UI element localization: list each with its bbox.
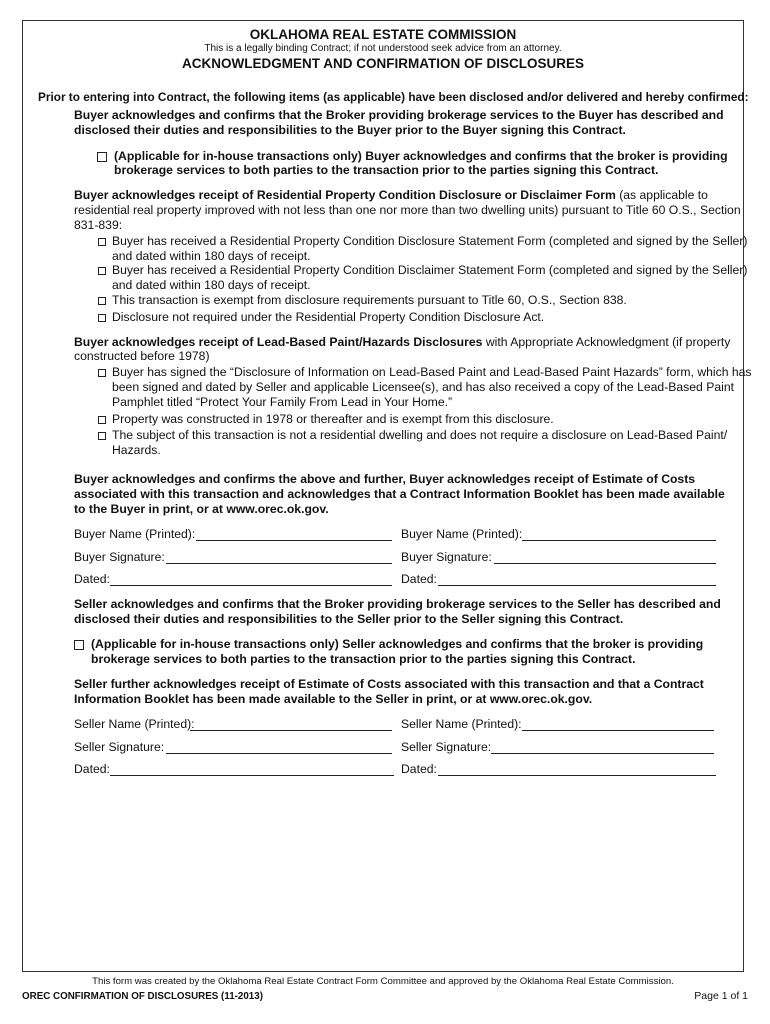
seller-sig-right-label: Seller Signature:	[401, 740, 492, 754]
rpcd-option-2-line1: Buyer has received a Residential Property Condition Disclaimer Statement Form (completed and signed by the Seller)	[112, 263, 748, 277]
buyer-inhouse-line1: (Applicable for in-house transactions only) Buyer acknowledges and confirms that the broker is providing	[114, 149, 728, 163]
buyer-inhouse-checkbox[interactable]	[97, 152, 107, 162]
seller-date-left-field[interactable]	[110, 775, 394, 776]
seller-sig-left-field[interactable]	[166, 753, 392, 754]
seller-date-right-field[interactable]	[438, 775, 716, 776]
lead-option-1-line1: Buyer has signed the “Disclosure of Information on Lead-Based Paint and Lead-Based Paint Hazards” form, which has	[112, 365, 752, 379]
buyer-date-right-field[interactable]	[438, 585, 716, 586]
buyer-sig-right-field[interactable]	[494, 563, 716, 564]
buyer-name-right-field[interactable]	[522, 540, 716, 541]
seller-name-left-label: Seller Name (Printed):	[74, 717, 195, 731]
seller-estimate-line1: Seller further acknowledges receipt of Estimate of Costs associated with this transaction and that a Contract	[74, 677, 704, 691]
buyer-estimate-line3: to the Buyer in print, or at www.orec.ok.gov.	[74, 502, 329, 516]
buyer-date-right-label: Dated:	[401, 572, 437, 586]
buyer-date-left-field[interactable]	[110, 585, 392, 586]
seller-sig-right-field[interactable]	[491, 753, 714, 754]
rpcd-option-4-line1: Disclosure not required under the Residential Property Condition Disclosure Act.	[112, 310, 545, 324]
buyer-ack-line2: disclosed their duties and responsibilities to the Buyer prior to the Buyer signing this Contract.	[74, 123, 626, 137]
form-id: OREC CONFIRMATION OF DISCLOSURES (11-2013)	[22, 991, 263, 1002]
lead-heading-bold1: Buyer acknowledges	[74, 335, 196, 349]
lead-heading-rest: with Appropriate Acknowledgment (if property	[482, 335, 731, 349]
buyer-estimate-line2: associated with this transaction and acknowledges that a Contract Information Booklet has been made available	[74, 487, 725, 501]
lead-option-2-checkbox[interactable]	[98, 416, 106, 424]
lead-option-3-line1: The subject of this transaction is not a residential dwelling and does not require a disclosure on Lead-Based Paint/	[112, 428, 728, 442]
seller-estimate-line2: Information Booklet has been made available to the Seller in print, or at www.orec.ok.gov.	[74, 692, 593, 706]
seller-name-right-field[interactable]	[522, 730, 714, 731]
buyer-name-right-label: Buyer Name (Printed):	[401, 527, 523, 541]
rpcd-heading	[74, 188, 708, 204]
buyer-date-left-label: Dated:	[74, 572, 110, 586]
seller-date-left-label: Dated:	[74, 762, 110, 776]
rpcd-line2: residential real property improved with not less than one nor more than two dwelling units) pursuant to Title 60 O.S., Section	[74, 203, 741, 217]
buyer-estimate-line1: Buyer acknowledges and confirms the above and further, Buyer acknowledges receipt of Estimate of Costs	[74, 472, 696, 486]
seller-ack-line1: Seller acknowledges and confirms that the Broker providing brokerage services to the Seller has described and	[74, 597, 721, 611]
lead-option-1-line3: Pamphlet titled “Protect Your Family From Lead in Your Home.”	[112, 395, 453, 409]
page-number: Page 1 of 1	[694, 990, 748, 1002]
rpcd-option-1-line1: Buyer has received a Residential Property Condition Disclosure Statement Form (completed and signed by the Seller)	[112, 234, 748, 248]
rpcd-heading-rest: (as applicable to	[615, 188, 708, 202]
rpcd-option-1-checkbox[interactable]	[98, 238, 106, 246]
rpcd-option-1-line2: and dated within 180 days of receipt.	[112, 249, 311, 263]
buyer-sig-left-label: Buyer Signature:	[74, 550, 165, 564]
buyer-sig-right-label: Buyer Signature:	[401, 550, 492, 564]
lead-option-3-checkbox[interactable]	[98, 432, 106, 440]
rpcd-option-3-line1: This transaction is exempt from disclosure requirements pursuant to Title 60, O.S., Section 838.	[112, 293, 627, 307]
buyer-name-left-label: Buyer Name (Printed):	[74, 527, 196, 541]
legal-notice: This is a legally binding Contract; if not understood seek advice from an attorney.	[204, 43, 562, 54]
rpcd-heading-bold: Buyer acknowledges receipt of Residential Property Condition Disclosure or Disclaimer Form	[74, 188, 616, 202]
buyer-name-left-field[interactable]	[196, 540, 392, 541]
seller-inhouse-line1: (Applicable for in-house transactions only) Seller acknowledges and confirms that the broker is providing	[91, 637, 704, 651]
lead-heading-bold2: receipt of Lead-Based Paint/Hazards Disclosures	[195, 335, 483, 349]
rpcd-option-4-checkbox[interactable]	[98, 314, 106, 322]
lead-option-3-line2: Hazards.	[112, 443, 161, 457]
seller-inhouse-line2: brokerage services to both parties to the transaction prior to the parties signing this Contract.	[91, 652, 636, 666]
lead-option-1-line2: been signed and dated by Seller and applicable Licensee(s), and has also received a copy of the Lead-Based Paint	[112, 380, 734, 394]
lead-option-2-line1: Property was constructed in 1978 or thereafter and is exempt from this disclosure.	[112, 412, 554, 426]
seller-inhouse-checkbox[interactable]	[74, 640, 84, 650]
rpcd-line3: 831-839:	[74, 218, 123, 232]
page-title: OKLAHOMA REAL ESTATE COMMISSION	[249, 27, 517, 42]
buyer-inhouse-line2: brokerage services to both parties to the transaction prior to the parties signing this Contract.	[114, 163, 659, 177]
rpcd-option-3-checkbox[interactable]	[98, 297, 106, 305]
seller-name-left-field[interactable]	[190, 730, 392, 731]
buyer-sig-left-field[interactable]	[166, 563, 392, 564]
rpcd-option-2-checkbox[interactable]	[98, 267, 106, 275]
intro-text: Prior to entering into Contract, the following items (as applicable) have been disclosed and/or delivered and hereby confirmed:	[38, 90, 749, 104]
lead-line2: constructed before 1978)	[74, 349, 210, 363]
footer-note: This form was created by the Oklahoma Real Estate Contract Form Committee and approved by the Oklahoma Real Estate Commission.	[92, 976, 674, 987]
seller-date-right-label: Dated:	[401, 762, 437, 776]
seller-name-right-label: Seller Name (Printed):	[401, 717, 522, 731]
rpcd-option-2-line2: and dated within 180 days of receipt.	[112, 278, 311, 292]
seller-sig-left-label: Seller Signature:	[74, 740, 165, 754]
buyer-ack-line1: Buyer acknowledges and confirms that the Broker providing brokerage services to the Buyer has described and	[74, 108, 724, 122]
lead-option-1-checkbox[interactable]	[98, 369, 106, 377]
form-title: ACKNOWLEDGMENT AND CONFIRMATION OF DISCLOSURES	[182, 56, 584, 71]
seller-ack-line2: disclosed their duties and responsibilities to the Seller prior to the Seller signing this Contract.	[74, 612, 624, 626]
